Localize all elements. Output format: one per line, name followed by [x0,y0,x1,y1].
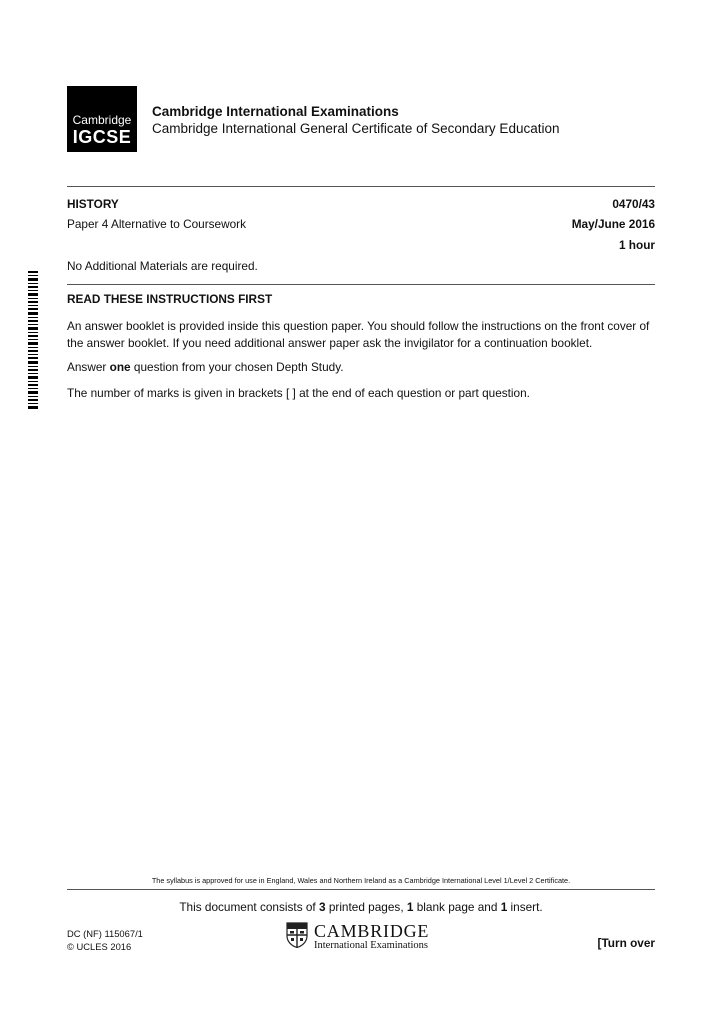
paper-name: Paper 4 Alternative to Coursework [67,217,247,231]
consists-mid2: blank page and [413,900,501,914]
exam-duration: 1 hour [618,238,655,252]
instructions-divider [67,284,655,285]
consists-mid1: printed pages, [325,900,407,914]
footer-divider [67,889,655,890]
logo-line2: IGCSE [72,127,132,147]
page-count-statement [67,900,655,914]
brand-subtitle: International Examinations [314,940,429,951]
blank-pages-count: 1 [406,900,414,914]
materials-note: No Additional Materials are required. [67,259,258,273]
exam-session: May/June 2016 [571,217,655,231]
exam-board-title: Cambridge International Examinations [152,104,399,119]
paper-code: 0470/43 [612,197,655,211]
logo-line1: Cambridge [72,113,132,127]
document-reference: DC (NF) 115067/1 [67,928,143,939]
cambridge-igcse-logo [67,86,137,152]
instruction-answer [67,359,659,376]
syllabus-note: The syllabus is approved for use in England, Wales and Northern Ireland as a Cambridge International Level 1/Level 2 Certificate. [151,876,571,885]
printed-pages-count: 3 [318,900,326,914]
cambridge-crest-icon [286,922,308,948]
instruction-marks: The number of marks is given in brackets [ ] at the end of each question or part question. [67,386,530,400]
instruction-booklet: An answer booklet is provided inside this question paper. You should follow the instructions on the front cover of the answer booklet. If you need additional answer paper ask the invigilator for a continuation booklet. [67,319,650,350]
instruction-answer-post: question from your chosen Depth Study. [130,360,344,374]
consists-post: insert. [507,900,543,914]
candidate-barcode [28,271,38,409]
instruction-answer-pre: Answer [67,360,110,374]
turn-over: [Turn over [597,936,655,950]
qualification-title: Cambridge International General Certificate of Secondary Education [152,121,560,136]
subject: HISTORY [67,197,119,211]
top-divider [67,186,655,187]
brand-word: CAMBRIDGE [314,921,430,941]
consists-pre: This document consists of [179,900,319,914]
copyright: © UCLES 2016 [67,941,132,952]
insert-count: 1 [500,900,508,914]
instructions-heading: READ THESE INSTRUCTIONS FIRST [67,292,273,306]
instruction-answer-emphasis: one [109,360,131,374]
